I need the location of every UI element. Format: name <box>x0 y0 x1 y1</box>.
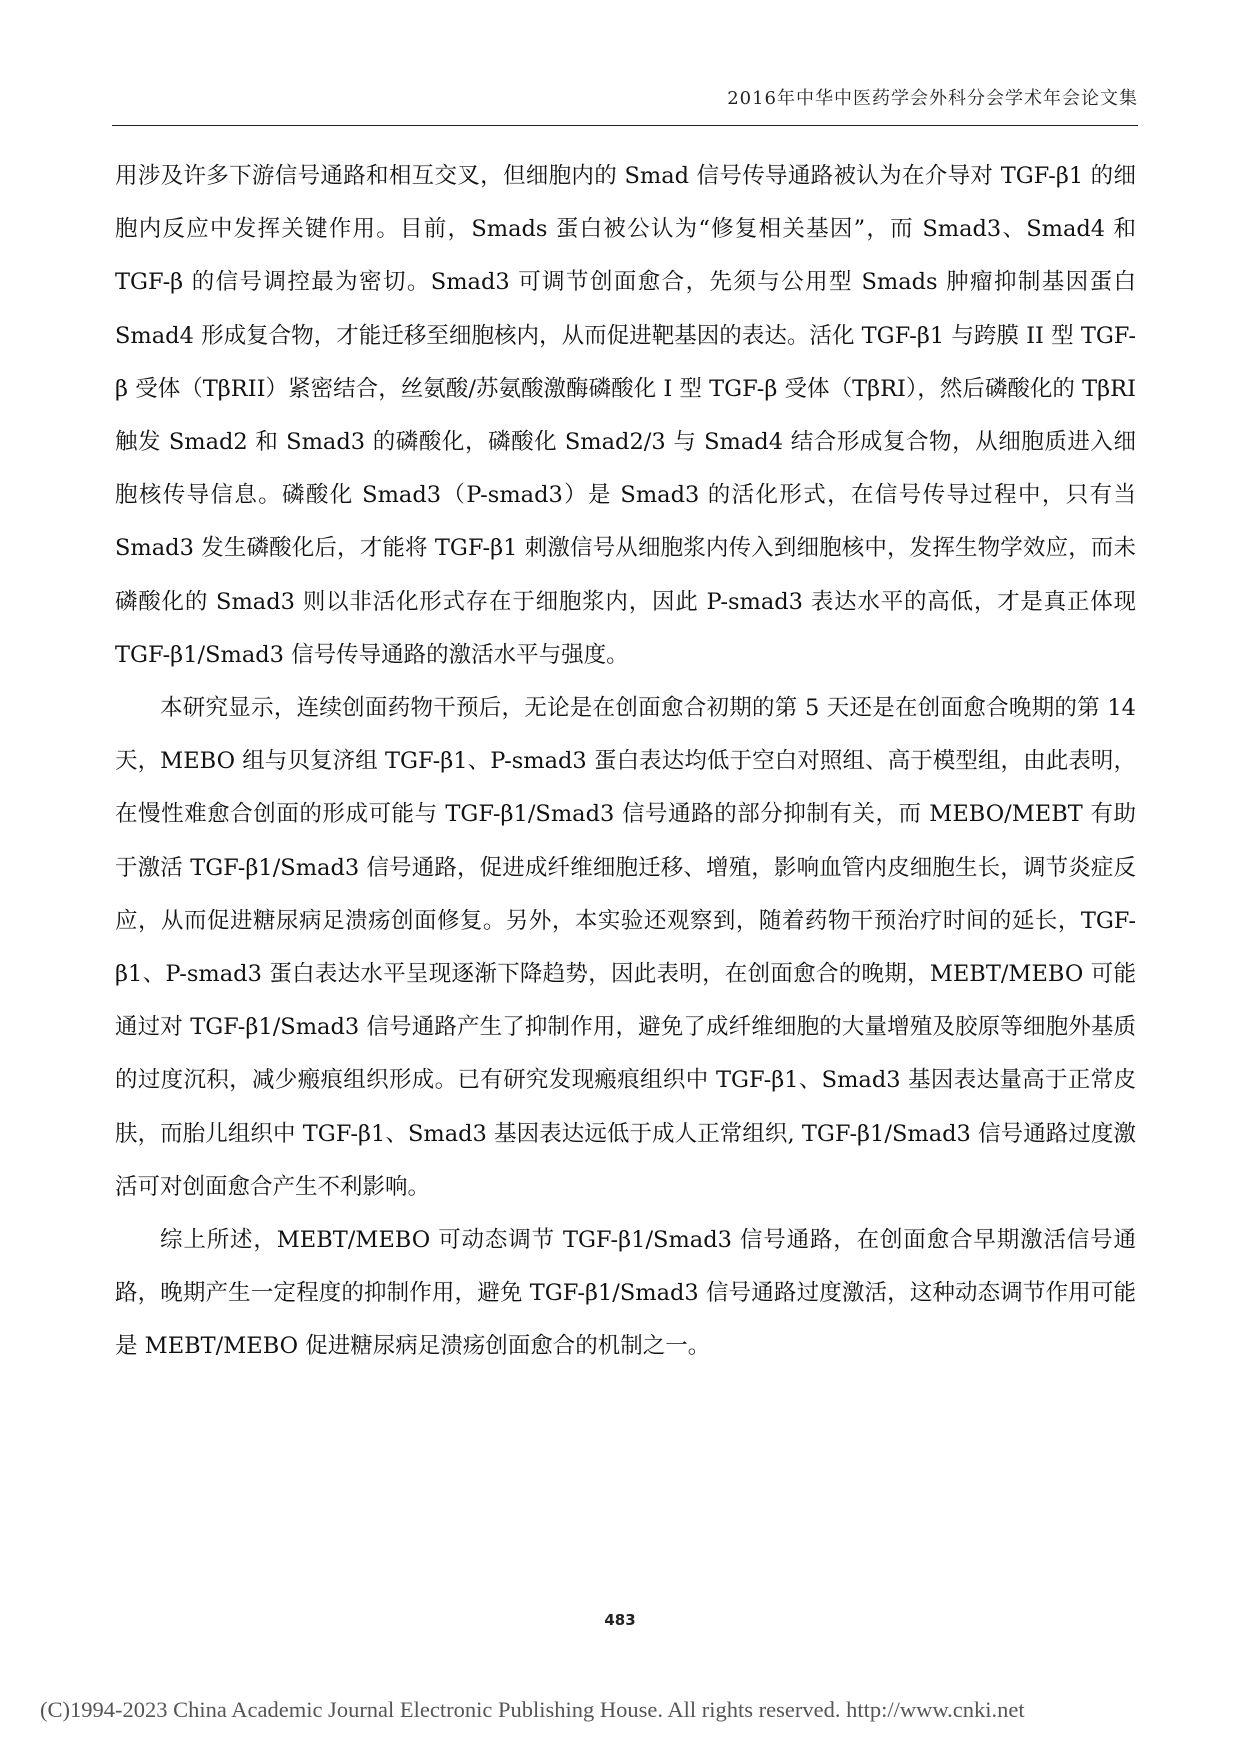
paragraph-continued: 用涉及许多下游信号通路和相互交叉，但细胞内的 Smad 信号传导通路被认为在介导对 TGF-β1 的细胞内反应中发挥关键作用。目前，Smads 蛋白被公认为“修复相关基因”，而 Smad3、Smad4 和 TGF-β 的信号调控最为密切。Smad3 可调节创面愈合，先须与公用型 Smads 肿瘤抑制基因蛋白 Smad4 形成复合物，才能迁移至细胞核内，从而促进靶基因的表达。活化 TGF-β1 与跨膜 II 型 TGF-β 受体（TβRII）紧密结合，丝氨酸/苏氨酸激酶磷酸化 I 型 TGF-β 受体（TβRI），然后磷酸化的 TβRI 触发 Smad2 和 Smad3 的磷酸化，磷酸化 Smad2/3 与 Smad4 结合形成复合物，从细胞质进入细胞核传导信息。磷酸化 Smad3（P-smad3）是 Smad3 的活化形式，在信号传导过程中，只有当 Smad3 发生磷酸化后，才能将 TGF-β1 刺激信号从细胞浆内传入到细胞核中，发挥生物学效应，而未磷酸化的 Smad3 则以非活化形式存在于细胞浆内，因此 P-smad3 表达水平的高低，才是真正体现 TGF-β1/Smad3 信号传导通路的激活水平与强度。 <box>115 163 1136 668</box>
running-header-title: 2016年中华中医药学会外科分会学术年会论文集 <box>727 88 1138 109</box>
copyright-footer: (C)1994-2023 China Academic Journal Electronic Publishing House. All rights reserved. http://www.cnki.net <box>40 1697 1025 1722</box>
body-text <box>115 150 1136 1374</box>
paragraph-results-discussion: 本研究显示，连续创面药物干预后，无论是在创面愈合初期的第 5 天还是在创面愈合晚期的第 14 天，MEBO 组与贝复济组 TGF-β1、P-smad3 蛋白表达均低于空白对照组、高于模型组，由此表明，在慢性难愈合创面的形成可能与 TGF-β1/Smad3 信号通路的部分抑制有关，而 MEBO/MEBT 有助于激活 TGF-β1/Smad3 信号通路，促进成纤维细胞迁移、增殖，影响血管内皮细胞生长，调节炎症反应，从而促进糖尿病足溃疡创面修复。另外，本实验还观察到，随着药物干预治疗时间的延长，TGF-β1、P-smad3 蛋白表达水平呈现逐渐下降趋势，因此表明，在创面愈合的晚期，MEBT/MEBO 可能通过对 TGF-β1/Smad3 信号通路产生了抑制作用，避免了成纤维细胞的大量增殖及胶原等细胞外基质的过度沉积，减少瘢痕组织形成。已有研究发现瘢痕组织中 TGF-β1、Smad3 基因表达量高于正常皮肤，而胎儿组织中 TGF-β1、Smad3 基因表达远低于成人正常组织, TGF-β1/Smad3 信号通路过度激活可对创面愈合产生不利影响。 <box>115 695 1136 1200</box>
header-divider <box>112 125 1138 126</box>
paragraph-conclusion: 综上所述，MEBT/MEBO 可动态调节 TGF-β1/Smad3 信号通路，在创面愈合早期激活信号通路，晚期产生一定程度的抑制作用，避免 TGF-β1/Smad3 信号通路过度激活，这种动态调节作用可能是 MEBT/MEBO 促进糖尿病足溃疡创面愈合的机制之一。 <box>115 1227 1136 1360</box>
page-number: 483 <box>604 1611 636 1629</box>
